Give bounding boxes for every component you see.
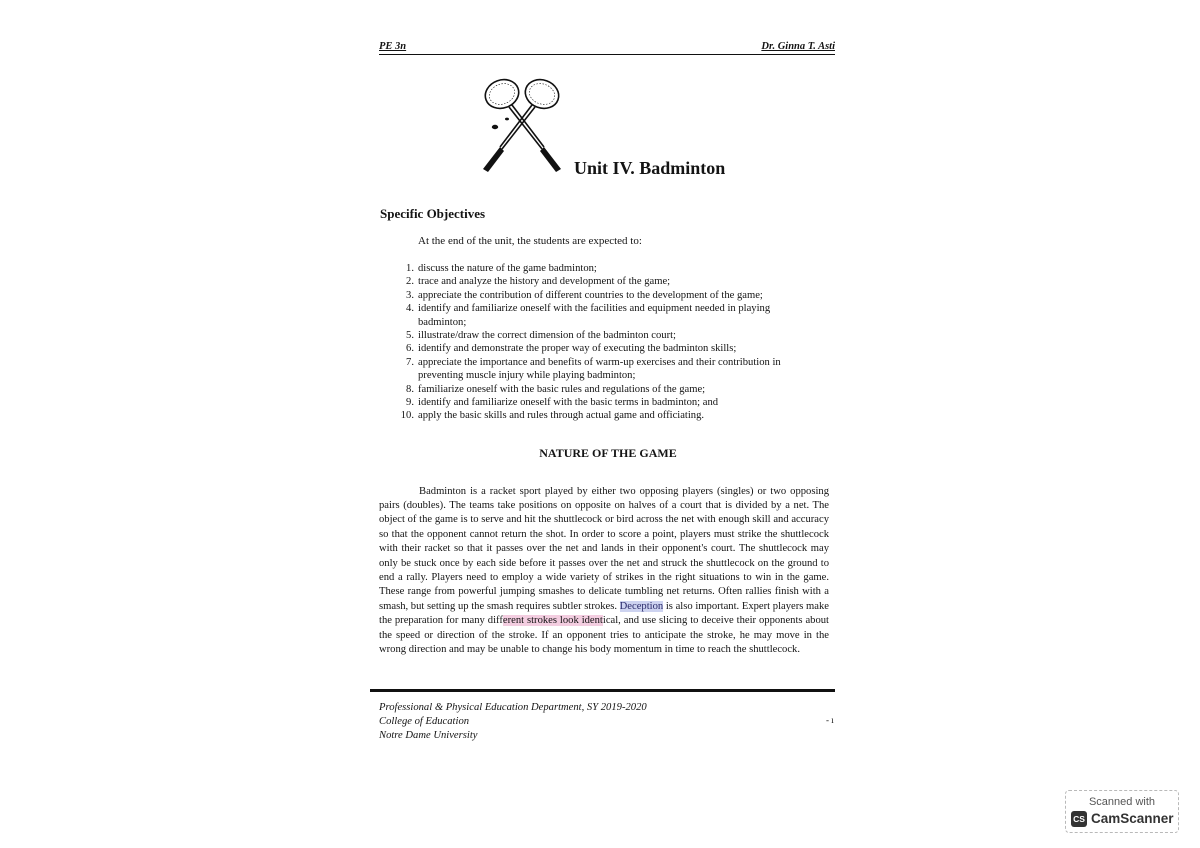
footer-university: Notre Dame University — [379, 730, 478, 742]
list-item: 10. apply the basic skills and rules through actual game and officiating. — [400, 410, 705, 422]
unit-title: Unit IV. Badminton — [574, 158, 726, 178]
list-item: 7. appreciate the importance and benefits of warm-up exercises and their contribution in preventing muscle injury while playing badminton; — [406, 356, 781, 382]
footer-college: College of Education — [379, 716, 470, 728]
list-item: 8. familiarize oneself with the basic rules and regulations of the game; — [406, 383, 706, 395]
nature-paragraph: Badminton is a racket sport played by either two opposing players (singles) or two opposing pairs (doubles). The teams take positions on opposite on halves of a court that is divided by a net. The object of the game is to serve and hit the shuttlecock or bird across the net with enough skill and accuracy so that the opponent cannot return the shot. In order to score a point, players must strike the shuttlecock with their racket so that it passes over the net and lands in their opponent's court. The shuttlecock may only be stuck once by each side before it passes over the net and struck the shuttlecock on the ground to end a rally. Players need to employ a wide variety of strikes in the right situations to win in the game. These range from powerful jumping smashes to delicate tumbling net returns. Often rallies finish with a smash, but setting up the smash requires subtler strokes. Deception is also important. Expert players make the preparation for many different strokes look identical, and use slicing to deceive their opponents about the speed or direction of the stroke. If an opponent tries to anticipate the stroke, he may move in the wrong direction and may be unable to change his body momentum in time to reach the shuttlecock. — [379, 485, 829, 656]
list-item: 5. illustrate/draw the correct dimension of the badminton court; — [406, 330, 677, 342]
list-item: 2. trace and analyze the history and development of the game; — [406, 276, 671, 288]
highlight-strokes: erent strokes look ident — [502, 615, 603, 627]
objectives-title: Specific Objectives — [380, 206, 486, 221]
camscanner-brand: CamScanner — [1091, 811, 1174, 826]
page-mark: - ı — [826, 715, 834, 725]
list-item: 3. appreciate the contribution of different countries to the development of the game; — [406, 289, 763, 301]
camscanner-logo-icon: CS — [1071, 811, 1087, 827]
footer-divider — [370, 689, 835, 692]
list-item: 4. identify and familiarize oneself with the facilities and equipment needed in playing badminton; — [406, 303, 771, 328]
objectives-intro: At the end of the unit, the students are expected to: — [418, 235, 642, 247]
badminton-rackets-icon — [472, 74, 572, 178]
objectives-list — [380, 262, 820, 423]
page-footer — [379, 701, 647, 744]
list-item: 1. discuss the nature of the game badminton; — [406, 263, 597, 274]
course-code: PE 3n — [379, 41, 407, 52]
author-name: Dr. Ginna T. Asti — [761, 41, 835, 52]
page-header — [379, 40, 835, 55]
list-item: 6. identify and demonstrate the proper way of executing the badminton skills; — [406, 343, 737, 355]
highlight-deception: Deception — [619, 600, 664, 612]
scanned-with-label: Scanned with — [1088, 796, 1156, 808]
camscanner-watermark — [1065, 790, 1179, 833]
list-item: 9. identify and familiarize oneself with the basic terms in badminton; and — [406, 397, 719, 409]
footer-department: Professional & Physical Education Department, SY 2019-2020 — [379, 702, 647, 713]
nature-heading: NATURE OF THE GAME — [539, 446, 677, 460]
